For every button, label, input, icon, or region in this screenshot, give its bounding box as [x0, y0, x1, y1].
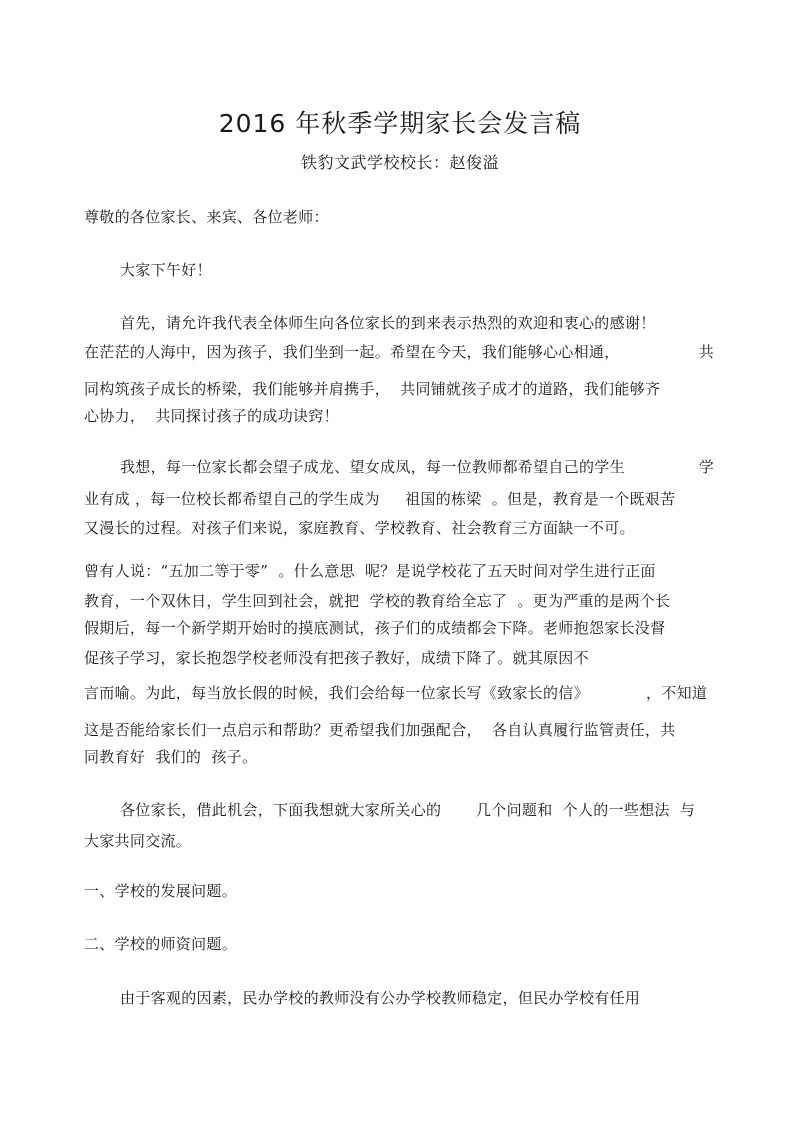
- salutation: 尊敬的各位家长、来宾、各位老师：: [84, 208, 329, 226]
- paragraph-4-line-1-end: 几个问题和 个人的一些想法 与: [476, 801, 696, 819]
- paragraph-2-line-3: 又漫长的过程。对孩子们来说，家庭教育、学校教育、社会教育三方面缺一不可。: [84, 519, 635, 537]
- paragraph-2-line-1: 我想，每一位家长都会望子成龙、望女成凤，每一位教师都希望自己的学生: [120, 458, 625, 476]
- paragraph-3-line-5: 言而喻。为此，每当放长假的时候，我们会给每一位家长写《致家长的信》: [84, 684, 589, 702]
- paragraph-4-line-1: 各位家长，借此机会，下面我想就大家所关心的: [120, 801, 442, 819]
- paragraph-5-line-1: 由于客观的因素，民办学校的教师没有公办学校教师稳定，但民办学校有任用: [120, 989, 641, 1007]
- section-heading-2: 二、学校的师资问题。: [84, 935, 238, 953]
- document-title: 2016 年秋季学期家长会发言稿: [218, 109, 582, 138]
- paragraph-3-line-6: 这是否能给家长们一点启示和帮助？更希望我们加强配合， 各自认真履行监管责任，共: [84, 721, 676, 739]
- paragraph-1-line-4: 心协力， 共同探讨孩子的成功诀窍！: [84, 407, 339, 425]
- paragraph-1-line-2: 在茫茫的人海中，因为孩子，我们坐到一起。希望在今天，我们能够心心相通，: [84, 343, 620, 361]
- paragraph-3-line-4: 促孩子学习，家长抱怨学校老师没有把孩子教好，成绩下降了。就其原因不: [84, 649, 589, 667]
- paragraph-3-line-1: 曾有人说：“五加二等于零” 。什么意思 呢？是说学校花了五天时间对学生进行正面: [84, 562, 656, 580]
- paragraph-3-line-5-end: ，不知道: [646, 684, 708, 702]
- paragraph-3-line-2: 教育，一个双休日，学生回到社会，就把 学校的教育给全忘了 。更为严重的是两个长: [84, 592, 671, 610]
- paragraph-2-line-2: 业有成 ，每一位校长都希望自己的学生成为 祖国的栋梁 。但是，教育是一个既艰苦: [84, 490, 676, 508]
- paragraph-3-line-7: 同教育好 我们的 孩子。: [84, 748, 258, 766]
- paragraph-1-line-3: 同构筑孩子成长的桥梁，我们能够并肩携手， 共同铺就孩子成才的道路，我们能够齐: [84, 380, 661, 398]
- paragraph-4-line-2: 大家共同交流。: [84, 832, 192, 850]
- document-subtitle: 铁豹文武学校校长：赵俊溢: [300, 153, 499, 172]
- paragraph-3-line-3: 假期后，每一个新学期开始时的摸底测试，孩子们的成绩都会下降。老师抱怨家长没督: [84, 619, 666, 637]
- greeting: 大家下午好！: [120, 261, 212, 279]
- section-heading-1: 一、学校的发展问题。: [84, 882, 238, 900]
- paragraph-2-line-1-end: 学: [698, 458, 714, 476]
- paragraph-1-line-2-end: 共: [698, 343, 714, 361]
- paragraph-1-line-1: 首先，请允许我代表全体师生向各位家长的到来表示热烈的欢迎和衷心的感谢！: [120, 314, 656, 332]
